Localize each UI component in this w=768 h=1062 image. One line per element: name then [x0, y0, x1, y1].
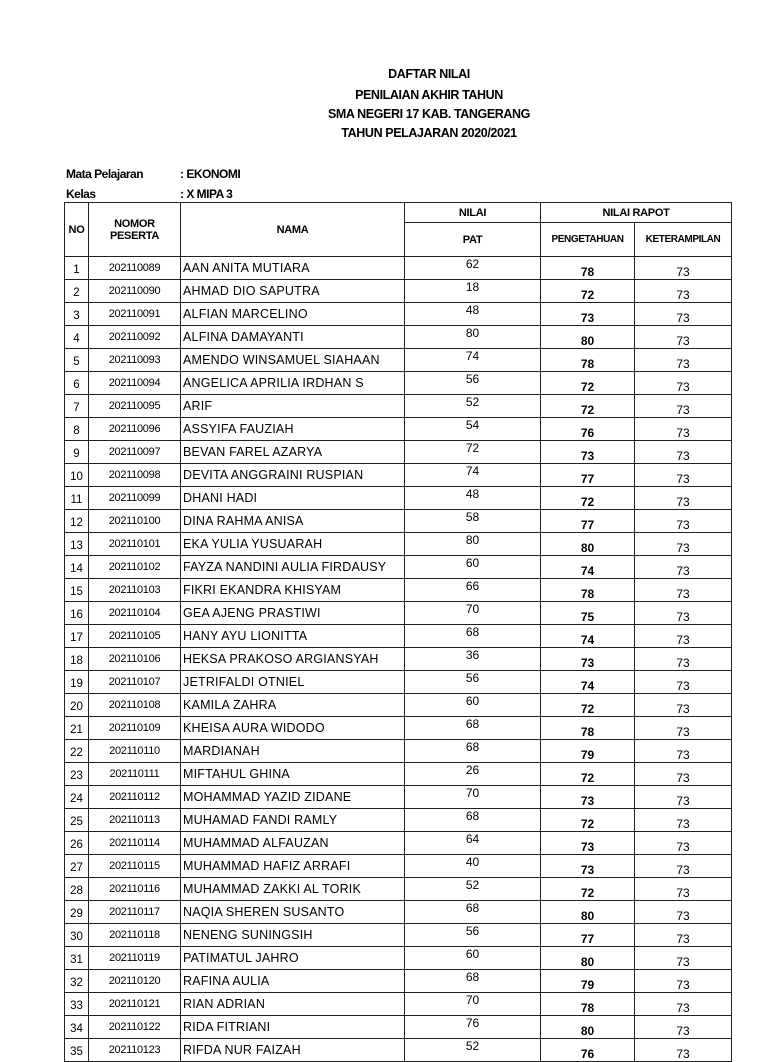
cell-nomor-peserta: 202110089: [89, 257, 181, 280]
cell-nilai-pat: 74: [405, 464, 541, 487]
cell-nama: MARDIANAH: [181, 740, 405, 763]
cell-no: 13: [65, 533, 89, 556]
cell-nilai-pat: 80: [405, 533, 541, 556]
cell-nomor-peserta: 202110123: [89, 1039, 181, 1062]
cell-pengetahuan: 72: [541, 878, 635, 901]
header-nomor-peserta: [89, 203, 181, 257]
cell-no: 10: [65, 464, 89, 487]
cell-no: 34: [65, 1016, 89, 1039]
cell-no: 14: [65, 556, 89, 579]
subject-label: Mata Pelajaran: [66, 167, 144, 181]
cell-keterampilan: 73: [635, 855, 732, 878]
cell-nomor-peserta: 202110118: [89, 924, 181, 947]
cell-keterampilan: 73: [635, 280, 732, 303]
cell-nama: MUHAMMAD HAFIZ ARRAFI: [181, 855, 405, 878]
cell-nomor-peserta: 202110096: [89, 418, 181, 441]
cell-nama: AMENDO WINSAMUEL SIAHAAN: [181, 349, 405, 372]
cell-keterampilan: 73: [635, 510, 732, 533]
cell-keterampilan: 73: [635, 717, 732, 740]
cell-keterampilan: 73: [635, 878, 732, 901]
cell-no: 3: [65, 303, 89, 326]
cell-nilai-pat: 52: [405, 1039, 541, 1062]
cell-pengetahuan: 78: [541, 579, 635, 602]
cell-nama: ALFINA DAMAYANTI: [181, 326, 405, 349]
cell-nomor-peserta: 202110107: [89, 671, 181, 694]
document-subtitle-year: TAHUN PELAJARAN 2020/2021: [341, 126, 517, 140]
table-row: [65, 464, 732, 487]
cell-no: 4: [65, 326, 89, 349]
subject-value: : EKONOMI: [180, 167, 241, 181]
table-row: [65, 441, 732, 464]
cell-keterampilan: 73: [635, 441, 732, 464]
header-keterampilan: KETERAMPILAN: [635, 223, 732, 257]
cell-keterampilan: 73: [635, 832, 732, 855]
cell-nama: KAMILA ZAHRA: [181, 694, 405, 717]
cell-nomor-peserta: 202110120: [89, 970, 181, 993]
cell-nomor-peserta: 202110116: [89, 878, 181, 901]
table-row: [65, 349, 732, 372]
header-pengetahuan: PENGETAHUAN: [541, 223, 635, 257]
cell-nomor-peserta: 202110095: [89, 395, 181, 418]
table-row: [65, 832, 732, 855]
cell-nilai-pat: 56: [405, 671, 541, 694]
cell-nomor-peserta: 202110100: [89, 510, 181, 533]
cell-pengetahuan: 72: [541, 487, 635, 510]
cell-nama: RAFINA AULIA: [181, 970, 405, 993]
cell-nilai-pat: 64: [405, 832, 541, 855]
cell-no: 33: [65, 993, 89, 1016]
cell-nama: GEA AJENG PRASTIWI: [181, 602, 405, 625]
cell-no: 5: [65, 349, 89, 372]
cell-nama: EKA YULIA YUSUARAH: [181, 533, 405, 556]
header-pat: PAT: [405, 223, 541, 257]
cell-nama: MUHAMMAD ZAKKI AL TORIK: [181, 878, 405, 901]
table-row: [65, 257, 732, 280]
cell-pengetahuan: 76: [541, 418, 635, 441]
cell-nama: RIAN ADRIAN: [181, 993, 405, 1016]
table-row: [65, 533, 732, 556]
cell-nilai-pat: 60: [405, 556, 541, 579]
cell-nomor-peserta: 202110090: [89, 280, 181, 303]
cell-no: 24: [65, 786, 89, 809]
cell-nilai-pat: 56: [405, 372, 541, 395]
cell-no: 9: [65, 441, 89, 464]
cell-keterampilan: 73: [635, 970, 732, 993]
cell-keterampilan: 73: [635, 694, 732, 717]
cell-pengetahuan: 73: [541, 441, 635, 464]
cell-nama: ASSYIFA FAUZIAH: [181, 418, 405, 441]
header-nilai: NILAI: [405, 203, 541, 223]
cell-nama: MIFTAHUL GHINA: [181, 763, 405, 786]
cell-keterampilan: 73: [635, 809, 732, 832]
cell-nomor-peserta: 202110115: [89, 855, 181, 878]
cell-keterampilan: 73: [635, 395, 732, 418]
cell-nilai-pat: 68: [405, 970, 541, 993]
table-row: [65, 671, 732, 694]
cell-no: 20: [65, 694, 89, 717]
cell-nomor-peserta: 202110112: [89, 786, 181, 809]
table-row: [65, 878, 732, 901]
cell-pengetahuan: 73: [541, 303, 635, 326]
cell-nama: ALFIAN MARCELINO: [181, 303, 405, 326]
cell-pengetahuan: 73: [541, 786, 635, 809]
cell-nama: HANY AYU LIONITTA: [181, 625, 405, 648]
cell-nilai-pat: 18: [405, 280, 541, 303]
cell-nama: MUHAMMAD ALFAUZAN: [181, 832, 405, 855]
cell-pengetahuan: 74: [541, 671, 635, 694]
cell-nama: NAQIA SHEREN SUSANTO: [181, 901, 405, 924]
cell-keterampilan: 73: [635, 1016, 732, 1039]
cell-nilai-pat: 68: [405, 809, 541, 832]
cell-keterampilan: 73: [635, 372, 732, 395]
cell-nama: AAN ANITA MUTIARA: [181, 257, 405, 280]
cell-pengetahuan: 74: [541, 556, 635, 579]
header-nomor-line1: NOMOR: [114, 217, 155, 230]
cell-keterampilan: 73: [635, 901, 732, 924]
table-row: [65, 510, 732, 533]
cell-nama: MOHAMMAD YAZID ZIDANE: [181, 786, 405, 809]
cell-nomor-peserta: 202110105: [89, 625, 181, 648]
cell-pengetahuan: 72: [541, 280, 635, 303]
cell-keterampilan: 73: [635, 1039, 732, 1062]
table-row: [65, 625, 732, 648]
cell-pengetahuan: 78: [541, 993, 635, 1016]
cell-nilai-pat: 80: [405, 326, 541, 349]
cell-nama: DINA RAHMA ANISA: [181, 510, 405, 533]
cell-nomor-peserta: 202110091: [89, 303, 181, 326]
cell-nomor-peserta: 202110119: [89, 947, 181, 970]
table-row: [65, 556, 732, 579]
cell-no: 19: [65, 671, 89, 694]
cell-nama: BEVAN FAREL AZARYA: [181, 441, 405, 464]
cell-nama: ARIF: [181, 395, 405, 418]
cell-keterampilan: 73: [635, 993, 732, 1016]
table-row: [65, 487, 732, 510]
header-nomor-line2: PESERTA: [109, 229, 160, 242]
cell-nama: PATIMATUL JAHRO: [181, 947, 405, 970]
table-row: [65, 993, 732, 1016]
cell-nilai-pat: 68: [405, 625, 541, 648]
cell-no: 12: [65, 510, 89, 533]
cell-nomor-peserta: 202110104: [89, 602, 181, 625]
cell-pengetahuan: 77: [541, 464, 635, 487]
header-nilai-rapot: NILAI RAPOT: [541, 203, 732, 223]
cell-keterampilan: 73: [635, 257, 732, 280]
cell-pengetahuan: 76: [541, 1039, 635, 1062]
cell-nilai-pat: 26: [405, 763, 541, 786]
cell-no: 1: [65, 257, 89, 280]
cell-nilai-pat: 76: [405, 1016, 541, 1039]
cell-no: 15: [65, 579, 89, 602]
cell-pengetahuan: 73: [541, 648, 635, 671]
cell-nomor-peserta: 202110109: [89, 717, 181, 740]
cell-nomor-peserta: 202110092: [89, 326, 181, 349]
cell-nilai-pat: 40: [405, 855, 541, 878]
cell-no: 21: [65, 717, 89, 740]
cell-nomor-peserta: 202110106: [89, 648, 181, 671]
cell-nilai-pat: 48: [405, 487, 541, 510]
cell-keterampilan: 73: [635, 418, 732, 441]
cell-no: 7: [65, 395, 89, 418]
cell-nama: MUHAMAD FANDI RAMLY: [181, 809, 405, 832]
cell-nilai-pat: 70: [405, 786, 541, 809]
cell-keterampilan: 73: [635, 648, 732, 671]
cell-nomor-peserta: 202110094: [89, 372, 181, 395]
table-row: [65, 372, 732, 395]
cell-pengetahuan: 74: [541, 625, 635, 648]
cell-pengetahuan: 78: [541, 257, 635, 280]
table-row: [65, 855, 732, 878]
cell-nilai-pat: 52: [405, 395, 541, 418]
cell-nilai-pat: 70: [405, 993, 541, 1016]
cell-nilai-pat: 58: [405, 510, 541, 533]
cell-nilai-pat: 36: [405, 648, 541, 671]
cell-keterampilan: 73: [635, 740, 732, 763]
table-row: [65, 326, 732, 349]
table-row: [65, 786, 732, 809]
cell-pengetahuan: 79: [541, 740, 635, 763]
cell-no: 31: [65, 947, 89, 970]
cell-no: 26: [65, 832, 89, 855]
cell-no: 6: [65, 372, 89, 395]
cell-nomor-peserta: 202110099: [89, 487, 181, 510]
cell-pengetahuan: 72: [541, 763, 635, 786]
cell-pengetahuan: 77: [541, 510, 635, 533]
cell-nilai-pat: 54: [405, 418, 541, 441]
cell-keterampilan: 73: [635, 533, 732, 556]
cell-nilai-pat: 68: [405, 740, 541, 763]
cell-pengetahuan: 80: [541, 533, 635, 556]
cell-no: 22: [65, 740, 89, 763]
table-row: [65, 648, 732, 671]
cell-pengetahuan: 73: [541, 855, 635, 878]
cell-nomor-peserta: 202110108: [89, 694, 181, 717]
cell-nilai-pat: 56: [405, 924, 541, 947]
cell-nilai-pat: 74: [405, 349, 541, 372]
cell-keterampilan: 73: [635, 487, 732, 510]
table-row: [65, 901, 732, 924]
cell-nomor-peserta: 202110093: [89, 349, 181, 372]
cell-keterampilan: 73: [635, 349, 732, 372]
table-row: [65, 970, 732, 993]
cell-nilai-pat: 60: [405, 947, 541, 970]
cell-no: 11: [65, 487, 89, 510]
cell-no: 27: [65, 855, 89, 878]
table-row: [65, 924, 732, 947]
cell-no: 16: [65, 602, 89, 625]
cell-nilai-pat: 62: [405, 257, 541, 280]
table-row: [65, 1039, 732, 1062]
cell-nama: RIFDA NUR FAIZAH: [181, 1039, 405, 1062]
cell-keterampilan: 73: [635, 924, 732, 947]
cell-nomor-peserta: 202110097: [89, 441, 181, 464]
cell-nomor-peserta: 202110111: [89, 763, 181, 786]
table-row: [65, 763, 732, 786]
class-value: : X MIPA 3: [180, 187, 233, 201]
table-row: [65, 579, 732, 602]
cell-nilai-pat: 72: [405, 441, 541, 464]
cell-keterampilan: 73: [635, 671, 732, 694]
cell-nilai-pat: 60: [405, 694, 541, 717]
cell-keterampilan: 73: [635, 326, 732, 349]
cell-nama: FAYZA NANDINI AULIA FIRDAUSY: [181, 556, 405, 579]
cell-nomor-peserta: 202110113: [89, 809, 181, 832]
cell-no: 30: [65, 924, 89, 947]
cell-nama: RIDA FITRIANI: [181, 1016, 405, 1039]
table-row: [65, 809, 732, 832]
table-row: [65, 280, 732, 303]
cell-no: 32: [65, 970, 89, 993]
cell-no: 18: [65, 648, 89, 671]
class-label: Kelas: [66, 187, 96, 201]
cell-keterampilan: 73: [635, 625, 732, 648]
cell-no: 28: [65, 878, 89, 901]
cell-nama: FIKRI EKANDRA KHISYAM: [181, 579, 405, 602]
table-row: [65, 602, 732, 625]
cell-keterampilan: 73: [635, 464, 732, 487]
cell-pengetahuan: 72: [541, 395, 635, 418]
cell-nomor-peserta: 202110114: [89, 832, 181, 855]
cell-no: 8: [65, 418, 89, 441]
cell-keterampilan: 73: [635, 303, 732, 326]
cell-pengetahuan: 72: [541, 372, 635, 395]
table-row: [65, 303, 732, 326]
cell-nama: ANGELICA APRILIA IRDHAN S: [181, 372, 405, 395]
cell-no: 29: [65, 901, 89, 924]
table-row: [65, 740, 732, 763]
cell-keterampilan: 73: [635, 947, 732, 970]
cell-nilai-pat: 68: [405, 717, 541, 740]
cell-pengetahuan: 80: [541, 1016, 635, 1039]
cell-nilai-pat: 68: [405, 901, 541, 924]
cell-nomor-peserta: 202110103: [89, 579, 181, 602]
table-row: [65, 694, 732, 717]
cell-no: 35: [65, 1039, 89, 1062]
cell-nomor-peserta: 202110121: [89, 993, 181, 1016]
cell-pengetahuan: 80: [541, 901, 635, 924]
header-no: NO: [65, 203, 89, 257]
cell-nomor-peserta: 202110110: [89, 740, 181, 763]
cell-nama: DEVITA ANGGRAINI RUSPIAN: [181, 464, 405, 487]
cell-pengetahuan: 72: [541, 694, 635, 717]
cell-nilai-pat: 66: [405, 579, 541, 602]
cell-no: 17: [65, 625, 89, 648]
cell-no: 2: [65, 280, 89, 303]
cell-nomor-peserta: 202110122: [89, 1016, 181, 1039]
document-subtitle-school: SMA NEGERI 17 KAB. TANGERANG: [327, 107, 530, 121]
cell-no: 25: [65, 809, 89, 832]
table-row: [65, 395, 732, 418]
cell-nama: HEKSA PRAKOSO ARGIANSYAH: [181, 648, 405, 671]
cell-nama: JETRIFALDI OTNIEL: [181, 671, 405, 694]
cell-nilai-pat: 48: [405, 303, 541, 326]
cell-pengetahuan: 72: [541, 809, 635, 832]
document-title: DAFTAR NILAI: [388, 67, 470, 81]
table-row: [65, 418, 732, 441]
cell-keterampilan: 73: [635, 556, 732, 579]
cell-pengetahuan: 80: [541, 947, 635, 970]
cell-nilai-pat: 52: [405, 878, 541, 901]
cell-nomor-peserta: 202110101: [89, 533, 181, 556]
cell-nama: AHMAD DIO SAPUTRA: [181, 280, 405, 303]
table-row: [65, 717, 732, 740]
grades-table: [64, 202, 732, 1062]
cell-pengetahuan: 80: [541, 326, 635, 349]
cell-keterampilan: 73: [635, 579, 732, 602]
cell-keterampilan: 73: [635, 602, 732, 625]
table-row: [65, 947, 732, 970]
cell-nomor-peserta: 202110102: [89, 556, 181, 579]
cell-keterampilan: 73: [635, 763, 732, 786]
cell-pengetahuan: 75: [541, 602, 635, 625]
cell-nama: DHANI HADI: [181, 487, 405, 510]
document-subtitle-exam: PENILAIAN AKHIR TAHUN: [355, 88, 503, 102]
cell-pengetahuan: 78: [541, 717, 635, 740]
cell-nomor-peserta: 202110098: [89, 464, 181, 487]
header-nama: NAMA: [181, 203, 405, 257]
cell-pengetahuan: 78: [541, 349, 635, 372]
cell-keterampilan: 73: [635, 786, 732, 809]
cell-nilai-pat: 70: [405, 602, 541, 625]
table-row: [65, 1016, 732, 1039]
cell-nama: KHEISA AURA WIDODO: [181, 717, 405, 740]
cell-pengetahuan: 73: [541, 832, 635, 855]
cell-nama: NENENG SUNINGSIH: [181, 924, 405, 947]
cell-no: 23: [65, 763, 89, 786]
cell-nomor-peserta: 202110117: [89, 901, 181, 924]
cell-pengetahuan: 77: [541, 924, 635, 947]
cell-pengetahuan: 79: [541, 970, 635, 993]
